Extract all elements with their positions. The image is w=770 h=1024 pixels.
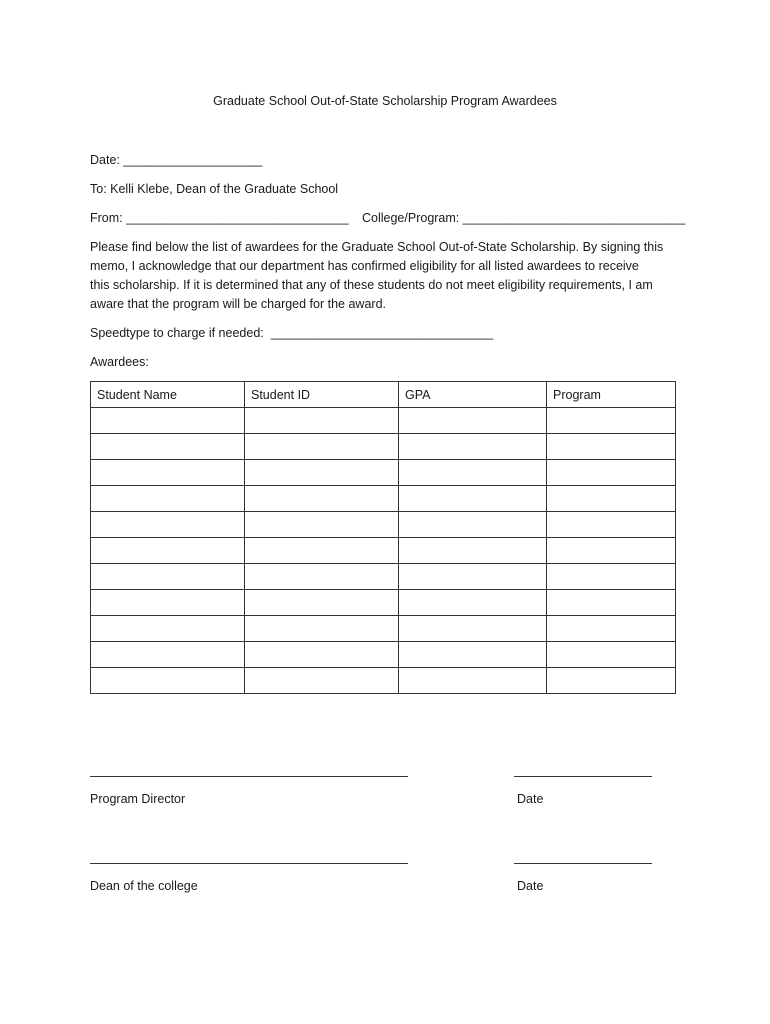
gpa-cell[interactable] — [399, 590, 547, 616]
student-name-cell[interactable] — [91, 460, 245, 486]
date-label: Date — [517, 879, 544, 893]
gpa-cell[interactable] — [399, 564, 547, 590]
gpa-cell[interactable] — [399, 538, 547, 564]
to-line: To: Kelli Klebe, Dean of the Graduate School — [90, 182, 339, 196]
student-name-cell[interactable] — [91, 434, 245, 460]
from-field[interactable]: From: ________________________________ — [90, 211, 349, 225]
table-row — [91, 434, 676, 460]
awardees-table — [90, 381, 676, 694]
gpa-cell[interactable] — [399, 668, 547, 694]
column-header-student-id: Student ID — [245, 382, 399, 408]
table-row — [91, 538, 676, 564]
student-name-cell[interactable] — [91, 408, 245, 434]
date-field[interactable]: Date: ____________________ — [90, 153, 263, 167]
program-cell[interactable] — [547, 486, 676, 512]
gpa-cell[interactable] — [399, 616, 547, 642]
awardees-table-body — [91, 408, 676, 694]
dean-date-line[interactable] — [514, 863, 652, 864]
awardees-label: Awardees: — [90, 355, 149, 369]
memo-paragraph-line: Please find below the list of awardees for the Graduate School Out-of-State Scholarship. By signing this — [90, 240, 664, 254]
program-cell[interactable] — [547, 512, 676, 538]
student-id-cell[interactable] — [245, 616, 399, 642]
table-header-row — [91, 382, 676, 408]
student-id-cell[interactable] — [245, 434, 399, 460]
table-row — [91, 642, 676, 668]
document-title: Graduate School Out-of-State Scholarship Program Awardees — [213, 94, 557, 108]
student-name-cell[interactable] — [91, 538, 245, 564]
student-name-cell[interactable] — [91, 668, 245, 694]
column-header-program: Program — [547, 382, 676, 408]
gpa-cell[interactable] — [399, 512, 547, 538]
table-row — [91, 564, 676, 590]
gpa-cell[interactable] — [399, 642, 547, 668]
student-id-cell[interactable] — [245, 668, 399, 694]
program-cell[interactable] — [547, 590, 676, 616]
student-id-cell[interactable] — [245, 642, 399, 668]
date-label: Date — [517, 792, 544, 806]
gpa-cell[interactable] — [399, 486, 547, 512]
speedtype-field[interactable]: Speedtype to charge if needed: ________________________________ — [90, 326, 494, 340]
program-director-signature-line[interactable] — [90, 776, 408, 777]
program-cell[interactable] — [547, 408, 676, 434]
student-id-cell[interactable] — [245, 460, 399, 486]
student-name-cell[interactable] — [91, 590, 245, 616]
student-id-cell[interactable] — [245, 486, 399, 512]
program-cell[interactable] — [547, 460, 676, 486]
program-director-date-line[interactable] — [514, 776, 652, 777]
program-director-label: Program Director — [90, 792, 186, 806]
table-row — [91, 408, 676, 434]
gpa-cell[interactable] — [399, 460, 547, 486]
gpa-cell[interactable] — [399, 408, 547, 434]
student-id-cell[interactable] — [245, 564, 399, 590]
student-id-cell[interactable] — [245, 408, 399, 434]
table-row — [91, 616, 676, 642]
student-id-cell[interactable] — [245, 590, 399, 616]
column-header-gpa: GPA — [399, 382, 547, 408]
dean-label: Dean of the college — [90, 879, 198, 893]
memo-paragraph — [90, 238, 680, 314]
program-cell[interactable] — [547, 642, 676, 668]
column-header-student-name: Student Name — [91, 382, 245, 408]
table-row — [91, 486, 676, 512]
student-id-cell[interactable] — [245, 512, 399, 538]
student-name-cell[interactable] — [91, 486, 245, 512]
memo-paragraph-line: this scholarship. If it is determined that any of these students do not meet eligibility requirements, I am — [90, 278, 653, 292]
college-program-field[interactable]: College/Program: ________________________________ — [362, 211, 686, 225]
table-row — [91, 460, 676, 486]
memo-paragraph-line: memo, I acknowledge that our department has confirmed eligibility for all listed awardees to receive — [90, 259, 639, 273]
dean-signature-line[interactable] — [90, 863, 408, 864]
program-cell[interactable] — [547, 668, 676, 694]
table-row — [91, 590, 676, 616]
student-name-cell[interactable] — [91, 512, 245, 538]
table-row — [91, 668, 676, 694]
student-name-cell[interactable] — [91, 642, 245, 668]
program-cell[interactable] — [547, 616, 676, 642]
student-name-cell[interactable] — [91, 564, 245, 590]
student-name-cell[interactable] — [91, 616, 245, 642]
student-id-cell[interactable] — [245, 538, 399, 564]
program-cell[interactable] — [547, 538, 676, 564]
program-cell[interactable] — [547, 434, 676, 460]
gpa-cell[interactable] — [399, 434, 547, 460]
table-row — [91, 512, 676, 538]
program-cell[interactable] — [547, 564, 676, 590]
memo-paragraph-line: aware that the program will be charged for the award. — [90, 297, 386, 311]
